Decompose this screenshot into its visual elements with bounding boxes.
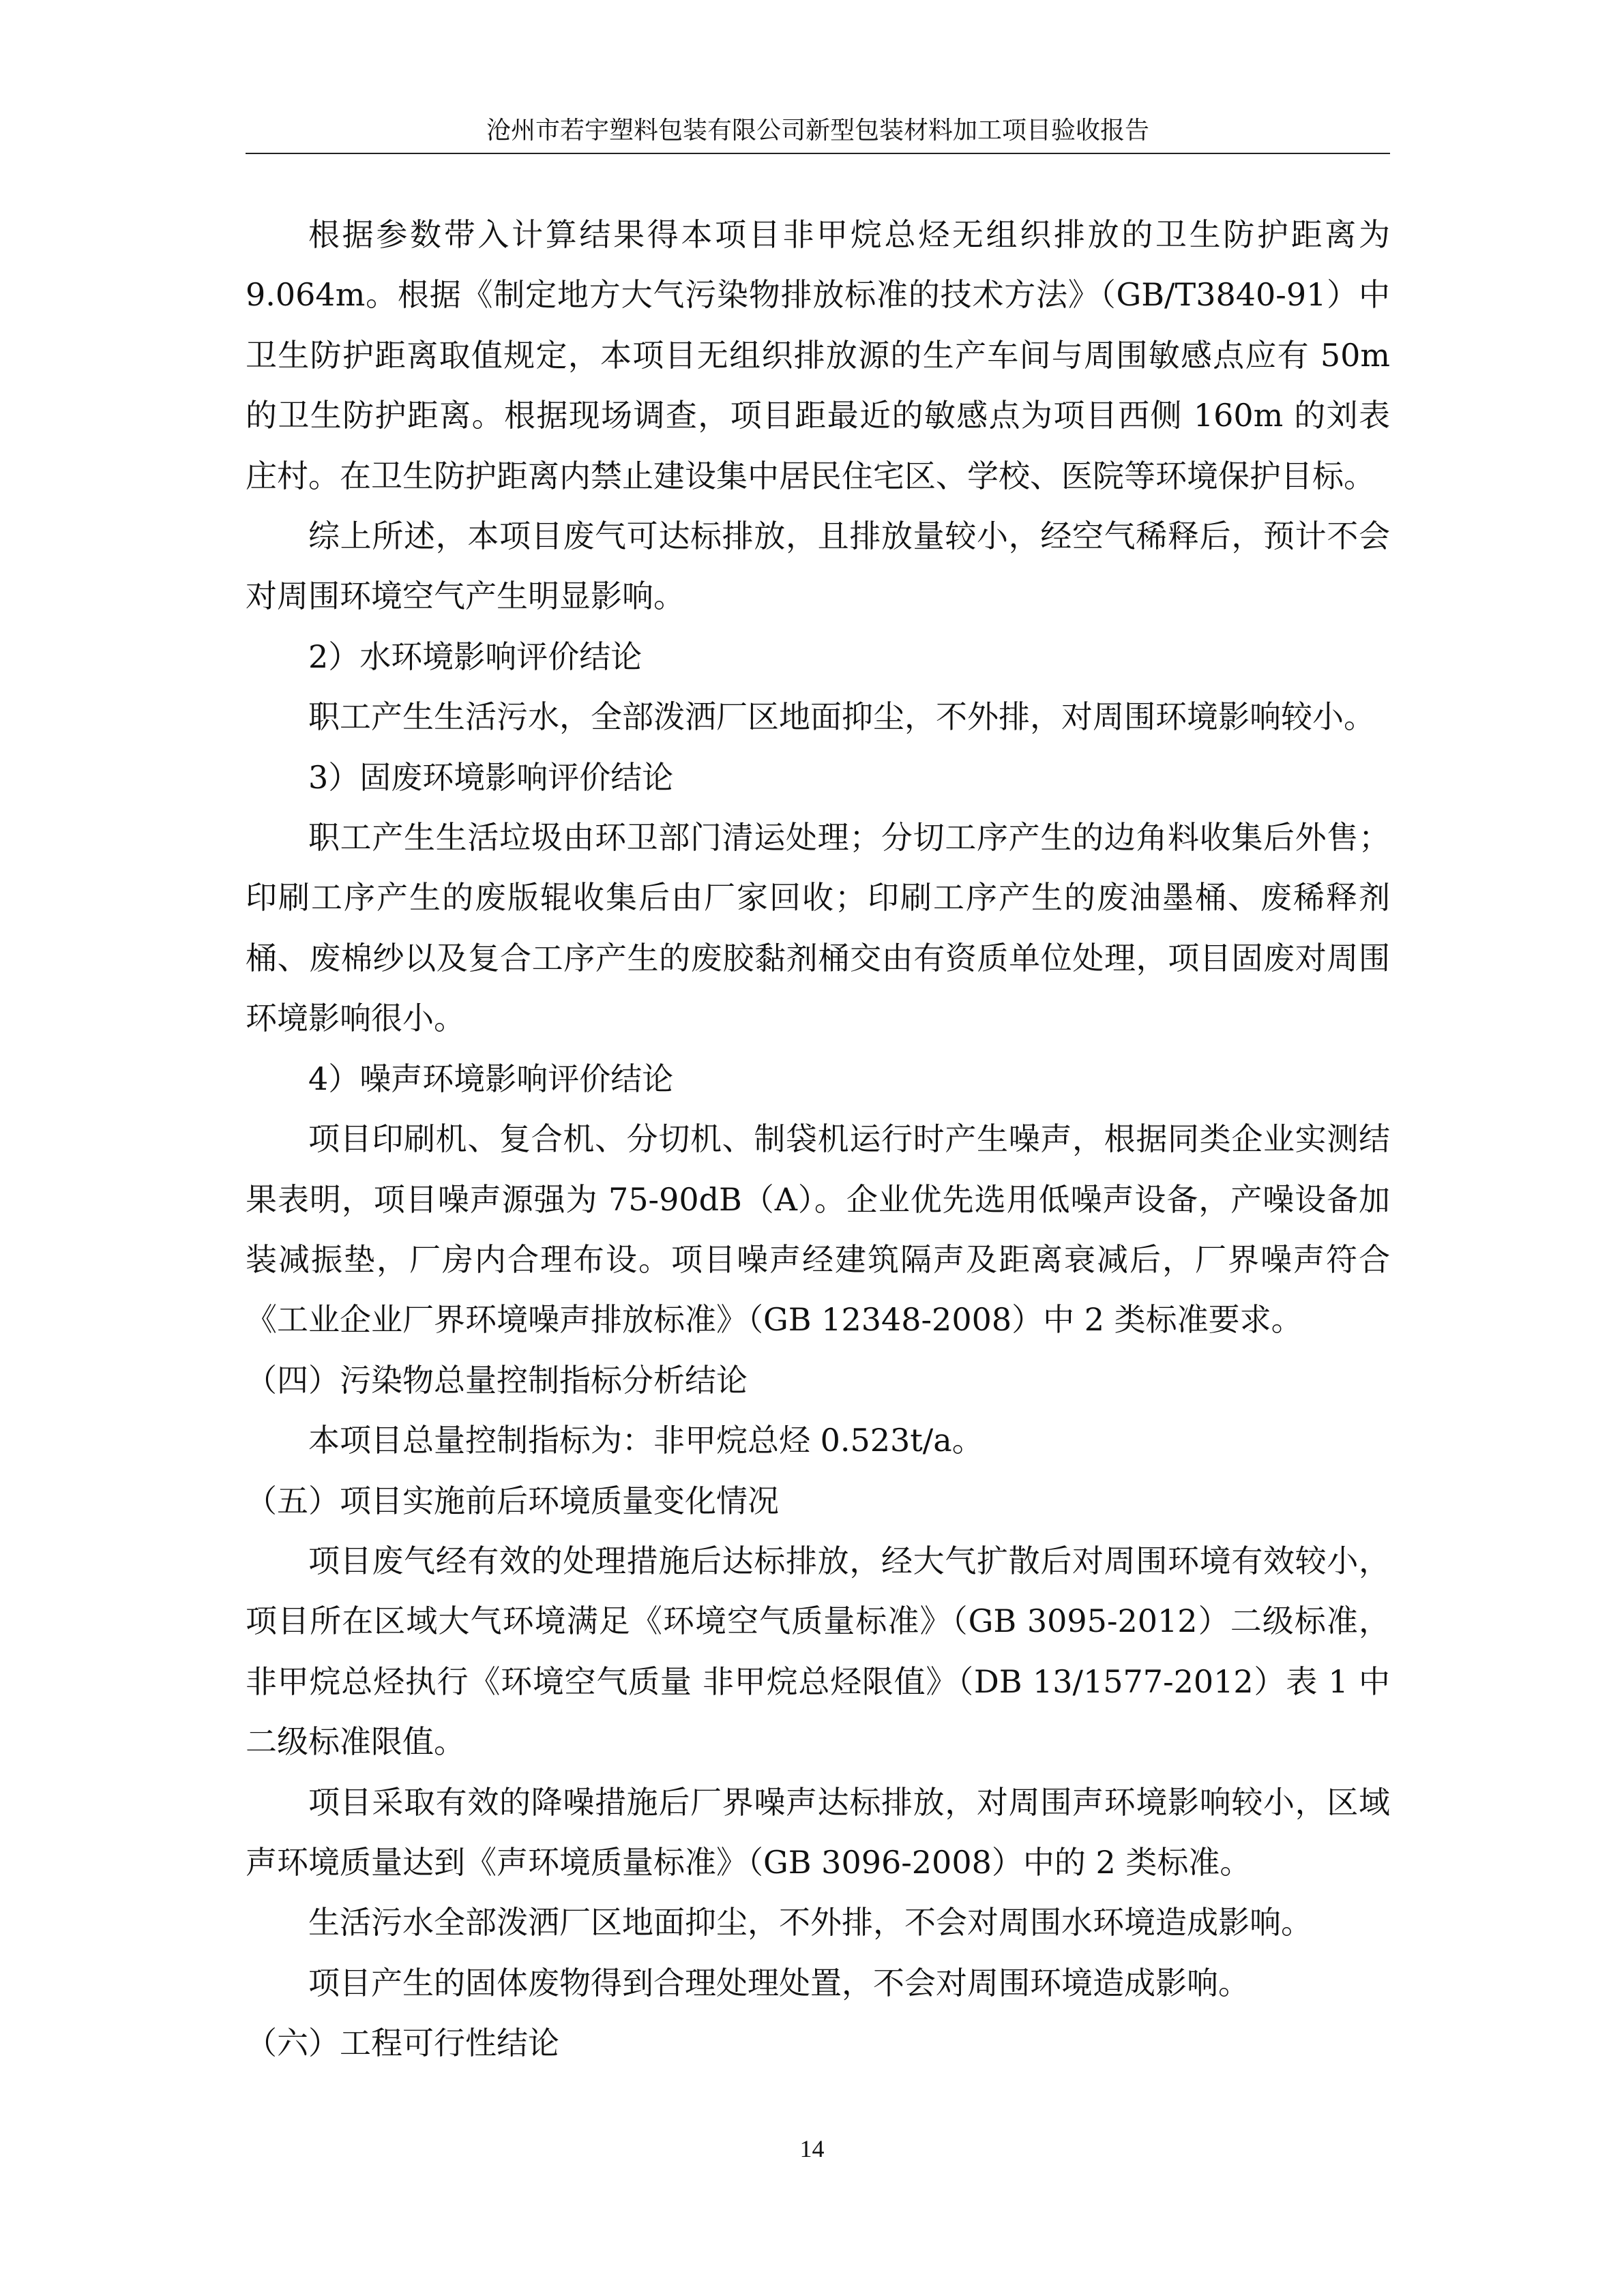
paragraph-air-summary: 综上所述，本项目废气可达标排放，且排放量较小，经空气稀释后，预计不会对周围环境空气产生明显影响。 <box>246 518 1390 615</box>
paragraph-noise-quality-change: 项目采取有效的降噪措施后厂界噪声达标排放，对周围声环境影响较小，区域声环境质量达到《声环境质量标准》（GB 3096-2008）中的 2 类标准。 <box>246 1783 1390 1881</box>
heading-solid-waste-impact: 3）固废环境影响评价结论 <box>308 758 674 796</box>
section-heading-total-control: （四）污染物总量控制指标分析结论 <box>246 1361 748 1399</box>
page-header: 沧州市若宇塑料包装有限公司新型包装材料加工项目验收报告 <box>246 109 1390 154</box>
page-number: 14 <box>799 2135 825 2162</box>
section-heading-quality-change: （五）项目实施前后环境质量变化情况 <box>246 1482 779 1519</box>
paragraph-solid-waste-quality-change: 项目产生的固体废物得到合理处理处置，不会对周围环境造成影响。 <box>308 1964 1250 2001</box>
heading-water-impact: 2）水环境影响评价结论 <box>308 638 643 675</box>
paragraph-health-protection-distance: 根据参数带入计算结果得本项目非甲烷总烃无组织排放的卫生防护距离为9.064m。根据《制定地方大气污染物排放标准的技术方法》（GB/T3840-91）中卫生防护距离取值规定，本项目无组织排放源的生产车间与周围敏感点应有 50m 的卫生防护距离。根据现场调查，项目距最近的敏感点为项目西侧 160m 的刘表庄村。在卫生防护距离内禁止建设集中居民住宅区、学校、医院等环境保护目标。 <box>246 216 1390 494</box>
heading-noise-impact: 4）噪声环境影响评价结论 <box>308 1060 674 1097</box>
paragraph-total-control: 本项目总量控制指标为：非甲烷总烃 0.523t/a。 <box>308 1422 984 1459</box>
paragraph-water-quality-change: 生活污水全部泼洒厂区地面抑尘，不外排，不会对周围水环境造成影响。 <box>308 1904 1312 1941</box>
paragraph-air-quality-change: 项目废气经有效的处理措施后达标排放，经大气扩散后对周围环境有效较小，项目所在区域大气环境满足《环境空气质量标准》（GB 3095-2012）二级标准，非甲烷总烃执行《环境空气质量 非甲烷总烃限值》（DB 13/1577-2012）表 1 中二级标准限值。 <box>246 1542 1390 1761</box>
paragraph-water-impact: 职工产生生活污水，全部泼洒厂区地面抑尘，不外排，对周围环境影响较小。 <box>308 698 1375 736</box>
section-heading-feasibility: （六）工程可行性结论 <box>246 2025 559 2062</box>
document-body <box>246 205 1390 2074</box>
paragraph-noise-impact: 项目印刷机、复合机、分切机、制袋机运行时产生噪声，根据同类企业实测结果表明，项目噪声源强为 75-90dB（A）。企业优先选用低噪声设备，产噪设备加装减振垫，厂房内合理布设。项目噪声经建筑隔声及距离衰减后，厂界噪声符合《工业企业厂界环境噪声排放标准》（GB 12348-2008）中 2 类标准要求。 <box>246 1120 1390 1339</box>
paragraph-solid-waste-impact: 职工产生生活垃圾由环卫部门清运处理；分切工序产生的边角料收集后外售；印刷工序产生的废版辊收集后由厂家回收；印刷工序产生的废油墨桶、废稀释剂桶、废棉纱以及复合工序产生的废胶黏剂桶交由有资质单位处理，项目固废对周围环境影响很小。 <box>246 819 1390 1037</box>
